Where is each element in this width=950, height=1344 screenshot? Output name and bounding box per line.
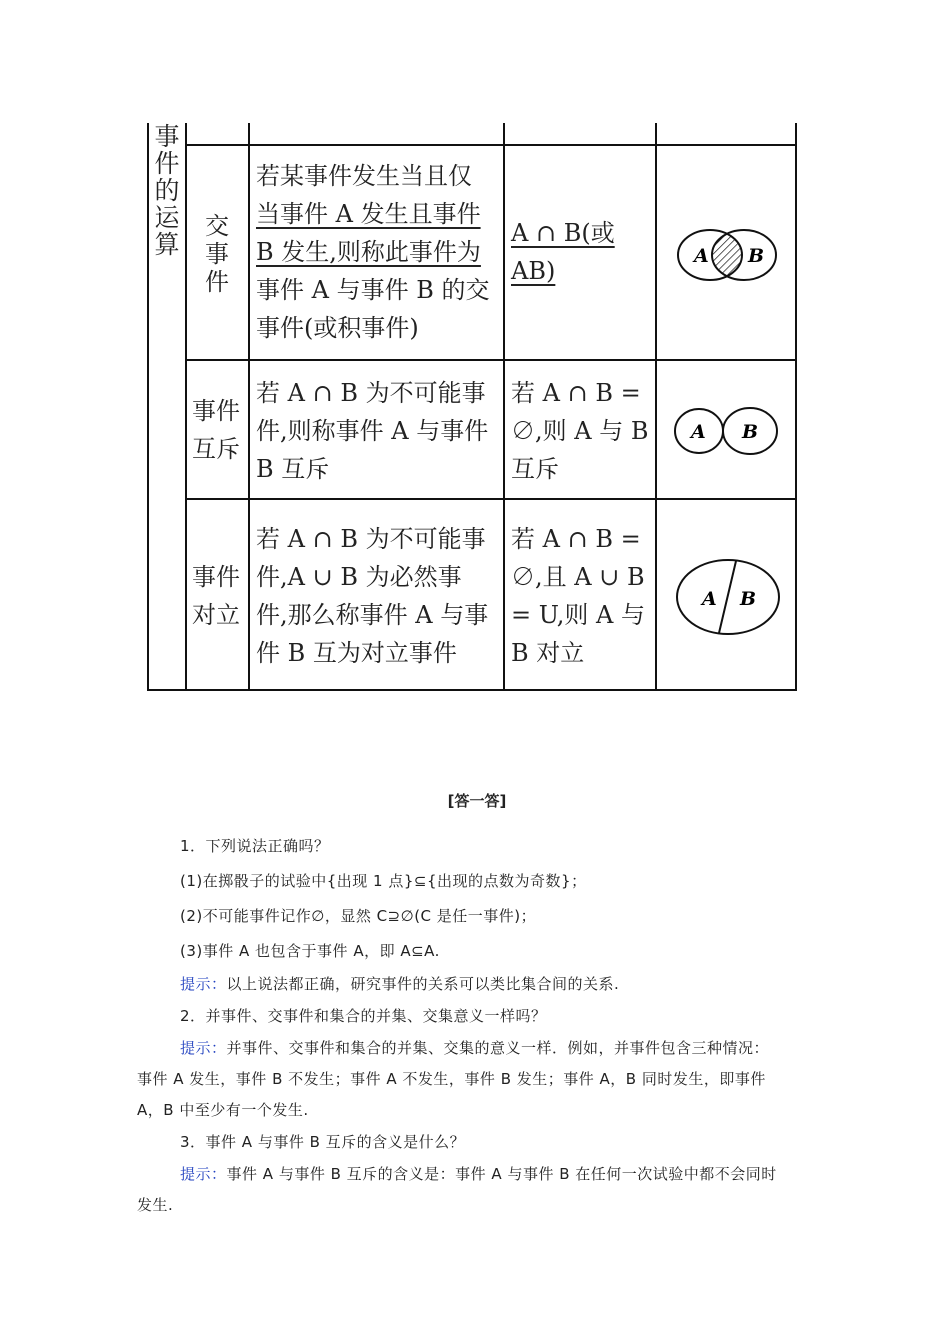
answer-2: [137, 1032, 817, 1064]
venn-label-a: A: [691, 421, 706, 443]
row-name-complementary: 事件 对立: [192, 563, 240, 629]
qa-title: [答一答]: [447, 792, 507, 810]
table-divider: [185, 123, 187, 691]
question-3: 3．事件 A 与事件 B 互斥的含义是什么？: [180, 1133, 466, 1151]
table-divider: [248, 123, 250, 691]
symbol-intersection: A ∩ B(或 AB): [511, 219, 615, 285]
question-1-item-3: (3)事件 A 也包含于事件 A，即 A⊆A.: [180, 942, 440, 960]
answer-2-line-3: A，B 中至少有一个发生.: [137, 1101, 309, 1119]
hint-label: 提示：: [180, 1039, 227, 1057]
definition-exclusive: 若 A ∩ B 为不可能事 件,则称事件 A 与事件 B 互斥: [256, 379, 489, 483]
answer-1: [137, 968, 817, 1000]
venn-complementary-diagram: [672, 556, 784, 638]
answer-3-line-1: 事件 A 与事件 B 互斥的含义是：事件 A 与事件 B 在任何一次试验中都不会同时: [226, 1165, 777, 1183]
question-1: 1．下列说法正确吗？: [180, 837, 330, 855]
row-name-intersection: 交 事 件: [205, 212, 229, 296]
venn-label-b: B: [740, 588, 757, 610]
symbol-complementary: 若 A ∩ B = ∅,且 A ∪ B = U,则 A 与 B 对立: [511, 525, 645, 667]
symbol-exclusive: 若 A ∩ B = ∅,则 A 与 B 互斥: [511, 379, 649, 483]
table-divider: [503, 123, 505, 691]
question-1-item-2: (2)不可能事件记作∅，显然 C⊇∅(C 是任一事件)；: [180, 907, 537, 925]
row-divider: [185, 359, 797, 361]
row-divider: [185, 144, 797, 146]
answer-3: [137, 1158, 817, 1190]
definition-intersection: 若某事件发生当且仅 当事件 A 发生且事件 B 发生,则称此事件为 事件 A 与事件 B 的交 事件(或积事件): [256, 162, 490, 342]
venn-label-b: B: [748, 245, 765, 267]
answer-1-text: 以上说法都正确，研究事件的关系可以类比集合间的关系.: [226, 975, 620, 993]
hint-label: 提示：: [180, 1165, 227, 1183]
row-divider: [185, 498, 797, 500]
venn-exclusive-diagram: [672, 402, 782, 460]
question-2: 2．并事件、交事件和集合的并集、交集意义一样吗？: [180, 1007, 547, 1025]
answer-2-line-2: 事件 A 发生，事件 B 不发生；事件 A 不发生，事件 B 发生；事件 A，B 同时发生，即事件: [137, 1070, 766, 1088]
answer-2-line-1: 并事件、交事件和集合的并集、交集的意义一样．例如，并事件包含三种情况：: [226, 1039, 770, 1057]
table-border-bottom: [147, 689, 797, 691]
venn-label-a: A: [702, 588, 717, 610]
venn-label-b: B: [742, 421, 759, 443]
table-divider: [655, 123, 657, 691]
hint-label: 提示：: [180, 975, 227, 993]
table-border-left: [147, 123, 149, 691]
venn-intersection-diagram: [672, 224, 782, 286]
qa-section: [137, 790, 817, 1221]
category-label: 事 件 的 运 算: [154, 122, 180, 259]
answer-3-line-2: 发生.: [137, 1196, 174, 1214]
question-1-item-1: (1)在掷骰子的试验中{出现 1 点}⊆{出现的点数为奇数}；: [180, 872, 587, 890]
table-border-right: [795, 123, 797, 691]
row-name-exclusive: 事件 互斥: [192, 397, 240, 463]
definition-complementary: 若 A ∩ B 为不可能事 件,A ∪ B 为必然事 件,那么称事件 A 与事 件 B 互为对立事件: [256, 525, 489, 667]
venn-label-a: A: [694, 245, 709, 267]
